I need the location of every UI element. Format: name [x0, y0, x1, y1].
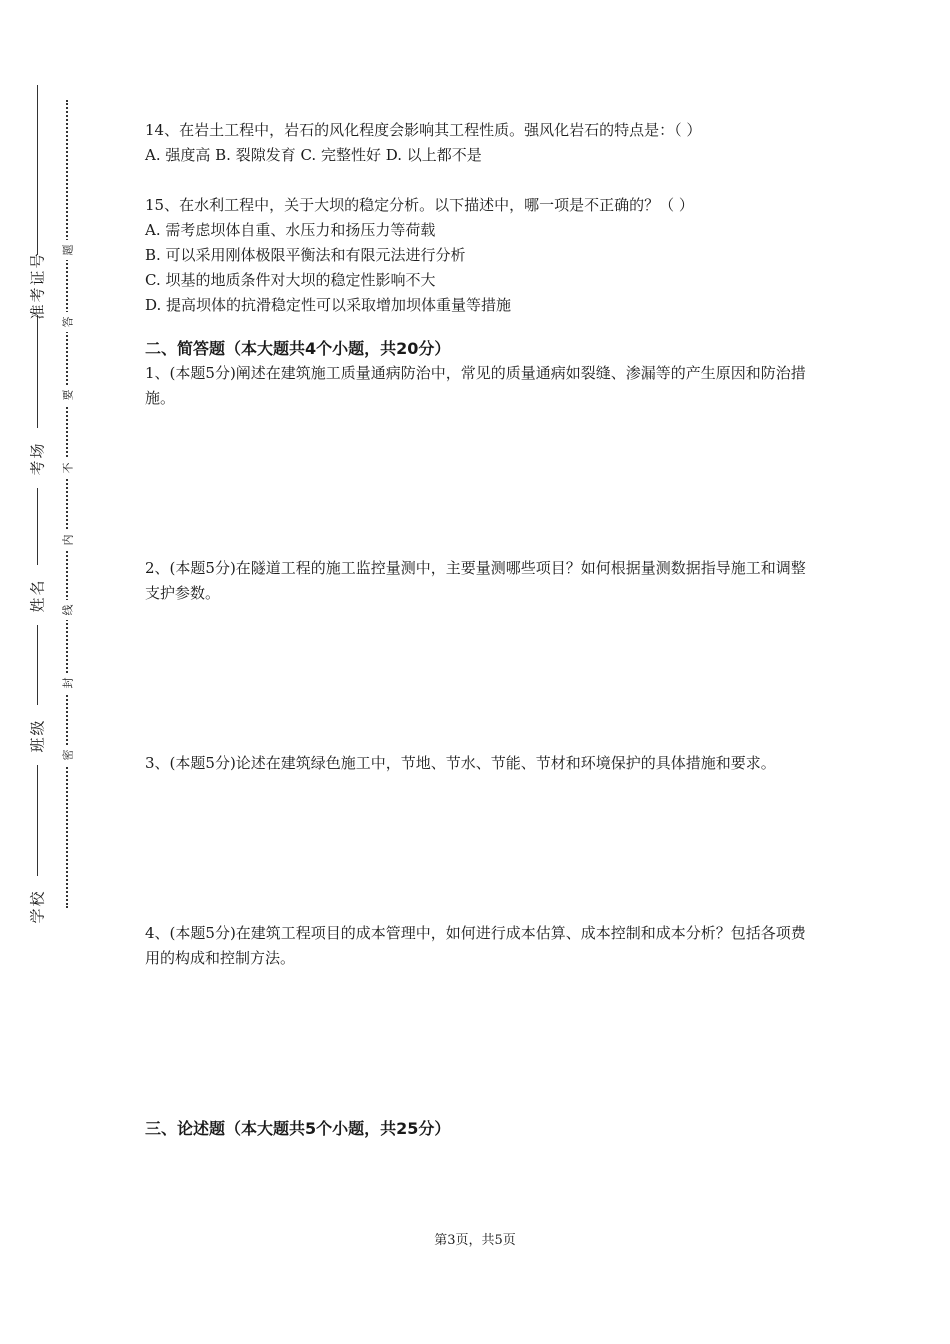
question-stem: 14、在岩土工程中，岩石的风化程度会影响其工程性质。强风化岩石的特点是：（ ）	[145, 121, 702, 139]
exam-content	[145, 118, 825, 1141]
section-2-title: 二、简答题（本大题共4个小题，共20分）	[145, 339, 451, 358]
short-answer-question-3: 3、(本题5分)论述在建筑绿色施工中，节地、节水、节能、节材和环境保护的具体措施和要求。	[145, 754, 776, 772]
question-15	[145, 193, 825, 318]
option-d: D. 提高坝体的抗滑稳定性可以采取增加坝体重量等措施	[145, 296, 512, 314]
seal-char: 要	[57, 385, 77, 405]
question-stem: 15、在水利工程中，关于大坝的稳定分析。以下描述中，哪一项是不正确的？（ ）	[145, 196, 694, 214]
seal-char: 密	[57, 745, 77, 765]
exam-room-label: 考场	[22, 428, 52, 488]
option-c: C. 坝基的地质条件对大坝的稳定性影响不大	[145, 271, 436, 289]
option-a: A. 需考虑坝体自重、水压力和扬压力等荷载	[145, 221, 436, 239]
admission-number-label: 准考证号	[22, 255, 52, 315]
question-14	[145, 118, 825, 168]
short-answer-question-1: 1、(本题5分)阐述在建筑施工质量通病防治中，常见的质量通病如裂缝、渗漏等的产生原因和防治措施。	[145, 364, 806, 407]
page-number: 第3页，共5页	[434, 1233, 516, 1248]
seal-char: 不	[57, 458, 77, 478]
class-label: 班级	[22, 705, 52, 765]
name-label: 姓名	[22, 565, 52, 625]
option-b: B. 可以采用刚体极限平衡法和有限元法进行分析	[145, 246, 466, 264]
seal-char: 线	[57, 600, 77, 620]
margin-dotted-seal-line	[66, 100, 68, 908]
question-options: A. 强度高 B. 裂隙发育 C. 完整性好 D. 以上都不是	[145, 146, 482, 164]
margin-solid-line	[37, 85, 38, 920]
seal-char: 题	[57, 240, 77, 260]
short-answer-question-2: 2、(本题5分)在隧道工程的施工监控量测中，主要量测哪些项目？如何根据量测数据指导施工和调整支护参数。	[145, 559, 806, 602]
seal-char: 封	[57, 673, 77, 693]
short-answer-question-4: 4、(本题5分)在建筑工程项目的成本管理中，如何进行成本估算、成本控制和成本分析？包括各项费用的构成和控制方法。	[145, 924, 806, 967]
seal-char: 内	[57, 530, 77, 550]
school-label: 学校	[22, 876, 52, 936]
seal-char: 答	[57, 312, 77, 332]
section-3-title: 三、论述题（本大题共5个小题，共25分）	[145, 1119, 451, 1138]
